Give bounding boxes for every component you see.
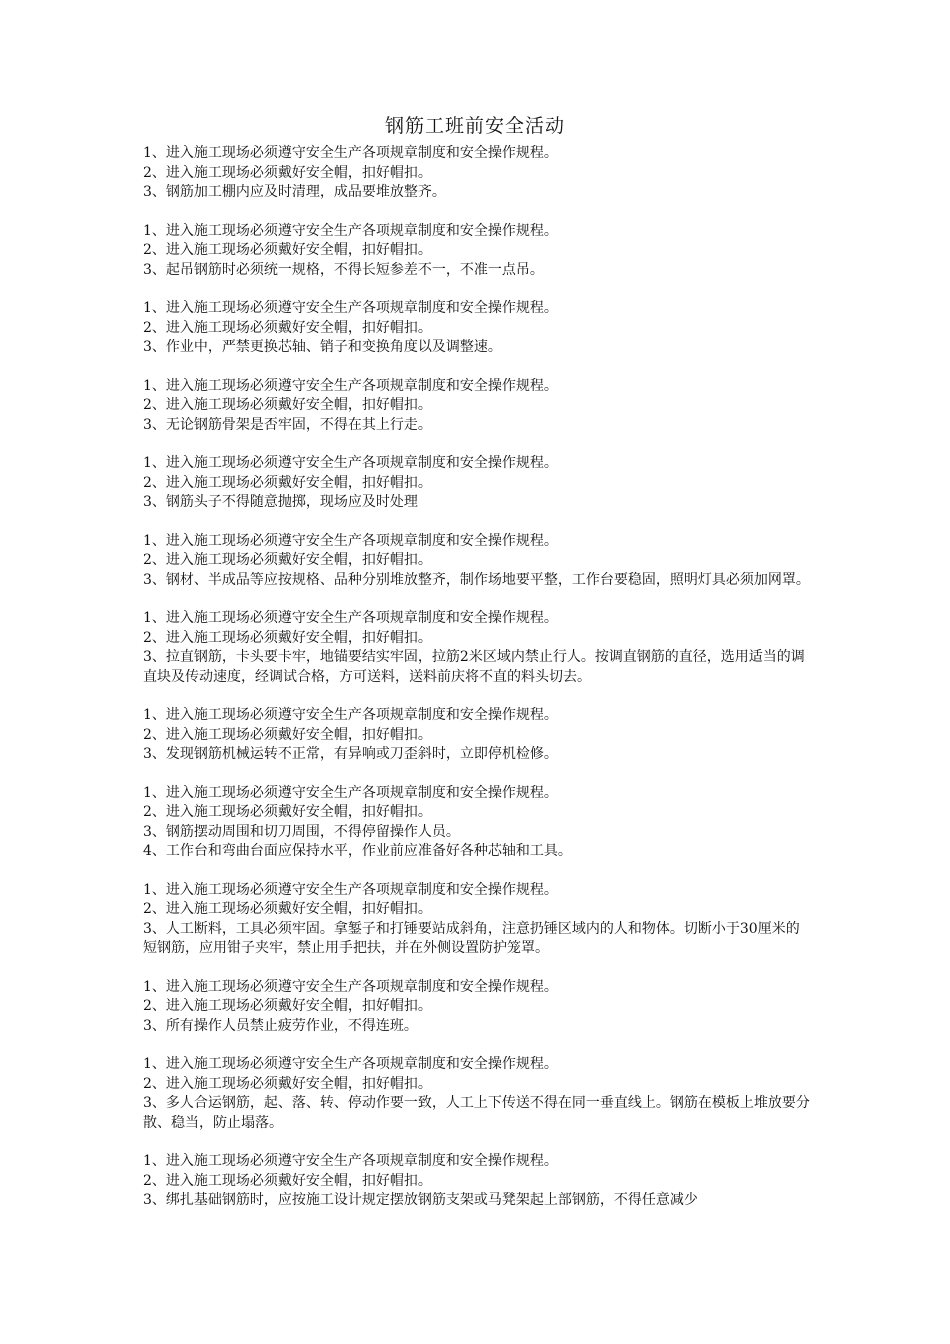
rule-line: 3、起吊钢筋时必须统一规格，不得长短参差不一，不准一点吊。 — [143, 261, 544, 278]
page-title: 钢筋工班前安全活动 — [384, 115, 565, 137]
rule-line: 1、进入施工现场必须遵守安全生产各项规章制度和安全操作规程。 — [143, 881, 558, 898]
rule-line: 2、进入施工现场必须戴好安全帽，扣好帽扣。 — [143, 552, 432, 568]
rule-section — [143, 784, 811, 862]
rule-line: 3、所有操作人员禁止疲劳作业，不得连班。 — [143, 1017, 418, 1034]
rule-line: 3、人工断料，工具必须牢固。拿錾子和打锤要站成斜角，注意扔锤区域内的人和物体。切断小于30厘米的短钢筋，应用钳子夹牢，禁止用手把扶，并在外侧设置防护笼罩。 — [143, 920, 800, 956]
rule-section — [143, 532, 811, 591]
rule-line: 3、无论钢筋骨架是否牢固，不得在其上行走。 — [143, 416, 432, 433]
rule-line: 3、绑扎基础钢筋时，应按施工设计规定摆放钢筋支架或马凳架起上部钢筋，不得任意减少 — [143, 1192, 698, 1208]
rule-line: 2、进入施工现场必须戴好安全帽，扣好帽扣。 — [143, 901, 432, 917]
rule-line: 1、进入施工现场必须遵守安全生产各项规章制度和安全操作规程。 — [143, 145, 558, 161]
rule-line: 1、进入施工现场必须遵守安全生产各项规章制度和安全操作规程。 — [143, 455, 558, 471]
rule-line: 2、进入施工现场必须戴好安全帽，扣好帽扣。 — [143, 1172, 432, 1189]
rule-line: 1、进入施工现场必须遵守安全生产各项规章制度和安全操作规程。 — [143, 1056, 558, 1072]
rule-line: 2、进入施工现场必须戴好安全帽，扣好帽扣。 — [143, 242, 432, 258]
rule-line: 2、进入施工现场必须戴好安全帽，扣好帽扣。 — [143, 397, 432, 413]
rule-line: 1、进入施工现场必须遵守安全生产各项规章制度和安全操作规程。 — [143, 222, 558, 239]
rule-line: 2、进入施工现场必须戴好安全帽，扣好帽扣。 — [143, 804, 432, 820]
rule-line: 1、进入施工现场必须遵守安全生产各项规章制度和安全操作规程。 — [143, 532, 558, 549]
rule-line: 2、进入施工现场必须戴好安全帽，扣好帽扣。 — [143, 474, 432, 491]
rule-section — [143, 881, 811, 959]
rule-line: 1、进入施工现场必须遵守安全生产各项规章制度和安全操作规程。 — [143, 707, 558, 723]
rule-section — [143, 609, 811, 687]
rule-section — [143, 222, 811, 281]
rule-line: 3、钢筋头子不得随意抛掷，现场应及时处理 — [143, 494, 418, 510]
rule-line: 3、钢材、半成品等应按规格、品种分别堆放整齐，制作场地要平整，工作台要稳固，照明灯具必须加网罩。 — [143, 571, 810, 588]
rule-line: 1、进入施工现场必须遵守安全生产各项规章制度和安全操作规程。 — [143, 1153, 558, 1169]
rule-line: 3、作业中，严禁更换芯轴、销子和变换角度以及调整速。 — [143, 339, 502, 355]
rule-section — [143, 1055, 811, 1133]
rule-line: 2、进入施工现场必须戴好安全帽，扣好帽扣。 — [143, 726, 432, 743]
rule-line: 1、进入施工现场必须遵守安全生产各项规章制度和安全操作规程。 — [143, 784, 558, 801]
rule-line: 2、进入施工现场必须戴好安全帽，扣好帽扣。 — [143, 164, 432, 181]
document-body — [143, 144, 811, 1230]
rule-line: 3、发现钢筋机械运转不正常，有异响或刀歪斜时，立即停机检修。 — [143, 746, 558, 762]
rule-line: 3、钢筋加工棚内应及时清理，成品要堆放整齐。 — [143, 184, 446, 200]
rule-line: 2、进入施工现场必须戴好安全帽，扣好帽扣。 — [143, 629, 432, 646]
rule-line: 1、进入施工现场必须遵守安全生产各项规章制度和安全操作规程。 — [143, 300, 558, 316]
rule-line: 1、进入施工现场必须遵守安全生产各项规章制度和安全操作规程。 — [143, 978, 558, 995]
rule-line: 2、进入施工现场必须戴好安全帽，扣好帽扣。 — [143, 998, 432, 1014]
rule-section — [143, 978, 811, 1037]
rule-section — [143, 144, 811, 203]
rule-line: 1、进入施工现场必须遵守安全生产各项规章制度和安全操作规程。 — [143, 610, 558, 626]
rule-line: 3、拉直钢筋，卡头要卡牢，地锚要结实牢固，拉筋2米区域内禁止行人。按调直钢筋的直径，选用适当的调直块及传动速度，经调试合格，方可送料，送料前庆将不直的料头切去。 — [143, 649, 805, 685]
rule-line: 2、进入施工现场必须戴好安全帽，扣好帽扣。 — [143, 319, 432, 336]
rule-line: 3、钢筋摆动周围和切刀周围，不得停留操作人员。 — [143, 823, 460, 840]
rule-line: 2、进入施工现场必须戴好安全帽，扣好帽扣。 — [143, 1075, 432, 1092]
rule-section — [143, 706, 811, 765]
rule-line: 3、多人合运钢筋，起、落、转、停动作要一致，人工上下传送不得在同一垂直线上。钢筋在模板上堆放要分散、稳当，防止塌落。 — [143, 1095, 810, 1131]
rule-section — [143, 1152, 811, 1211]
rule-section — [143, 377, 811, 436]
rule-line: 4、工作台和弯曲台面应保持水平，作业前应准备好各种芯轴和工具。 — [143, 843, 572, 859]
rule-line: 1、进入施工现场必须遵守安全生产各项规章制度和安全操作规程。 — [143, 377, 558, 394]
rule-section — [143, 454, 811, 513]
rule-section — [143, 299, 811, 358]
